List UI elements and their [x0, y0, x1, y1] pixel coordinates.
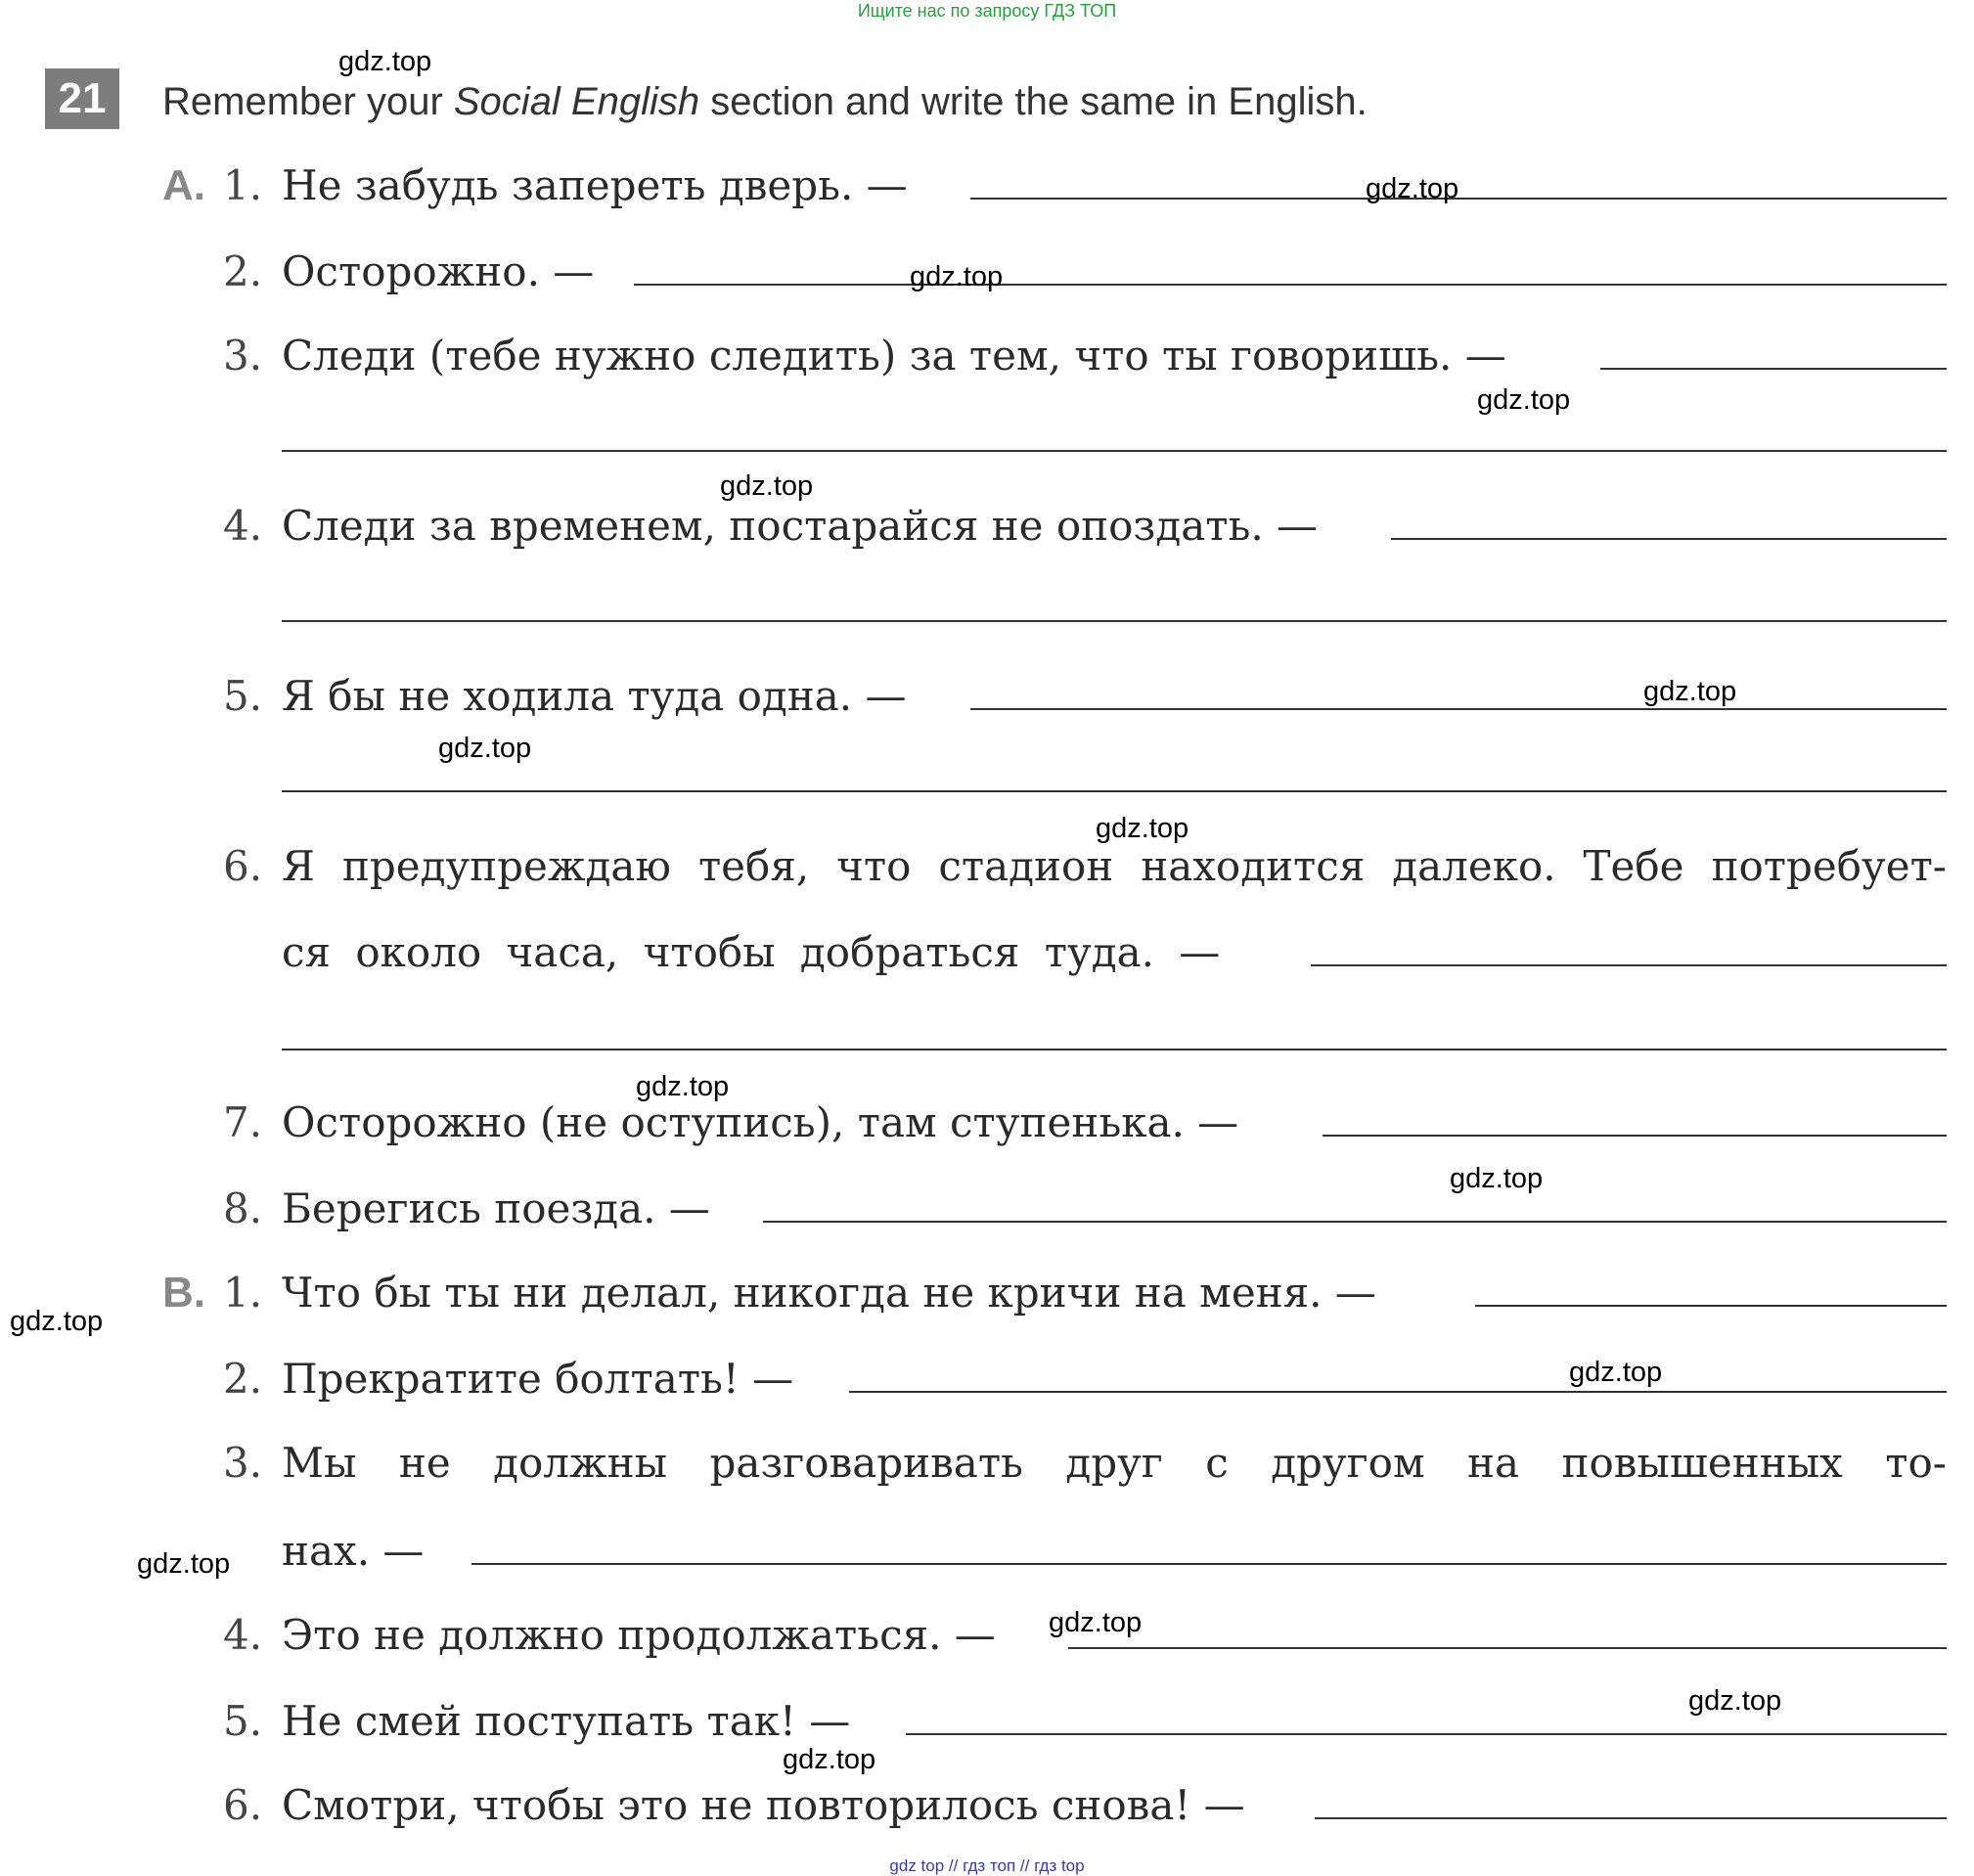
item-text: Не забудь запереть дверь. — [282, 161, 908, 209]
footer-links[interactable]: gdz top // гдз топ // гдз top [889, 1856, 1085, 1875]
item-text-continued: ся около часа, чтобы добраться туда. — [282, 928, 1221, 976]
item-number: 4. [223, 502, 263, 550]
watermark: gdz.top [1366, 173, 1459, 204]
item-number: 6. [223, 842, 263, 890]
answer-line[interactable] [763, 1221, 1947, 1223]
answer-line[interactable] [1391, 538, 1947, 540]
item-text: Берегись поезда. — [282, 1184, 710, 1232]
item-number: 4. [223, 1611, 263, 1659]
item-text: Я бы не ходила туда одна. — [282, 672, 907, 720]
watermark: gdz.top [783, 1744, 876, 1775]
instruction-emphasis: Social English [453, 80, 700, 123]
exercise-number-badge: 21 [45, 68, 119, 129]
watermark: gdz.top [338, 46, 432, 77]
watermark: gdz.top [1450, 1163, 1544, 1194]
item-text: Не смей поступать так! — [282, 1697, 851, 1745]
item-text: Прекратите болтать! — [282, 1355, 794, 1403]
item-number: 8. [223, 1184, 263, 1232]
answer-line[interactable] [282, 1049, 1947, 1050]
item-number: 5. [223, 1697, 263, 1745]
answer-line[interactable] [282, 450, 1947, 452]
watermark: gdz.top [1688, 1685, 1782, 1717]
item-text: Это не должно продолжаться. — [282, 1611, 996, 1659]
instruction-text-1: Remember your [162, 80, 454, 123]
item-number: 3. [223, 332, 263, 380]
section-b-label: B. [162, 1269, 205, 1317]
item-text: Следи (тебе нужно следить) за тем, что ты говоришь. — [282, 332, 1506, 380]
item-text: Осторожно. — [282, 247, 595, 295]
item-number: 6. [223, 1781, 263, 1829]
watermark: gdz.top [1049, 1607, 1143, 1638]
answer-line[interactable] [1315, 1817, 1947, 1819]
answer-line[interactable] [634, 284, 1947, 286]
answer-line[interactable] [1323, 1135, 1947, 1137]
search-hint-link[interactable]: Ищите нас по запросу ГДЗ ТОП [857, 1, 1117, 21]
exercise-instruction [162, 72, 1368, 131]
section-a-label: A. [162, 161, 205, 209]
answer-line[interactable] [282, 620, 1947, 622]
item-number: 1. [223, 1269, 263, 1317]
watermark: gdz.top [636, 1071, 730, 1102]
watermark: gdz.top [1477, 384, 1571, 416]
watermark: gdz.top [1096, 813, 1189, 844]
item-number: 2. [223, 247, 263, 295]
item-text: Смотри, чтобы это не повторилось снова! — [282, 1781, 1245, 1829]
item-text: Следи за временем, постарайся не опоздать. — [282, 502, 1319, 550]
watermark: gdz.top [137, 1548, 231, 1580]
answer-line[interactable] [1475, 1305, 1947, 1307]
answer-line[interactable] [1600, 368, 1947, 370]
watermark: gdz.top [1569, 1357, 1663, 1388]
item-number: 3. [223, 1439, 263, 1487]
item-number: 2. [223, 1355, 263, 1403]
instruction-text-2: section and write the same in English. [699, 80, 1368, 123]
watermark: gdz.top [720, 470, 814, 502]
watermark: gdz.top [438, 733, 532, 764]
item-number: 7. [223, 1098, 263, 1146]
watermark: gdz.top [910, 261, 1004, 292]
answer-line[interactable] [1068, 1647, 1947, 1649]
answer-line[interactable] [906, 1733, 1947, 1735]
item-text: Что бы ты ни делал, никогда не кричи на меня. — [282, 1269, 1376, 1317]
answer-line[interactable] [1311, 964, 1947, 966]
watermark: gdz.top [10, 1306, 104, 1337]
answer-line[interactable] [970, 708, 1947, 710]
item-number: 1. [223, 161, 263, 209]
answer-line[interactable] [282, 790, 1947, 792]
item-text: Мы не должны разговаривать друг с другом на повышенных то- [282, 1439, 1947, 1487]
answer-line[interactable] [849, 1391, 1947, 1393]
item-text-continued: нах. — [282, 1527, 425, 1575]
item-number: 5. [223, 672, 263, 720]
answer-line[interactable] [471, 1563, 1947, 1565]
watermark: gdz.top [1643, 676, 1737, 707]
item-text: Я предупреждаю тебя, что стадион находится далеко. Тебе потребует- [282, 842, 1947, 890]
item-text: Осторожно (не оступись), там ступенька. — [282, 1098, 1239, 1146]
